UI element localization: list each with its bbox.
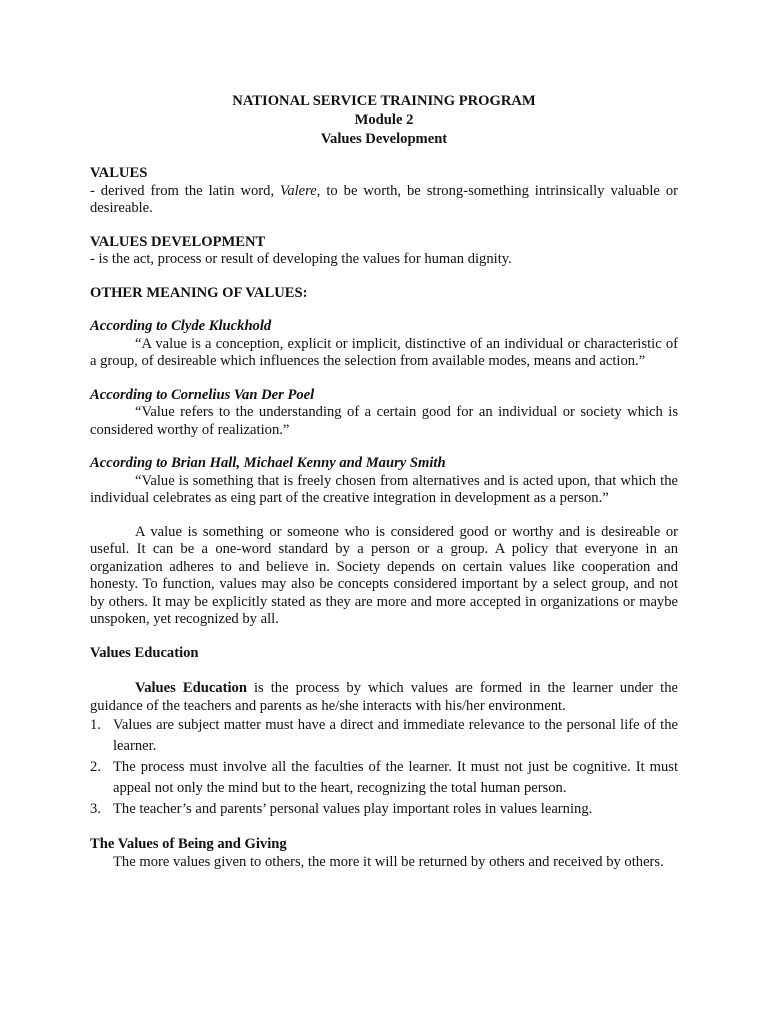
document-page [90, 92, 678, 887]
other-meaning-section [90, 285, 678, 303]
program-title: NATIONAL SERVICE TRAINING PROGRAM [232, 93, 536, 109]
being-and-giving-text: The more values given to others, the more it will be returned by others and received by others. [113, 853, 664, 870]
being-and-giving-section [90, 836, 678, 871]
values-education-list [90, 715, 678, 820]
values-education-definition [90, 680, 678, 715]
module-number: Module 2 [354, 112, 414, 128]
kluckhold-heading: According to Clyde Kluckhold [90, 318, 272, 334]
hall-kenny-smith-heading: According to Brian Hall, Michael Kenny and Maury Smith [90, 455, 446, 471]
kluckhold-quote: “A value is a conception, explicit or implicit, distinctive of an individual or characteristic of a group, of desireable which influences the selection from available modes, means and action.” [90, 335, 678, 369]
van-der-poel-section [90, 387, 678, 440]
document-title-block [90, 92, 678, 149]
list-item [90, 757, 678, 799]
list-item [90, 715, 678, 757]
module-title: Values Development [320, 131, 448, 147]
being-and-giving-heading: The Values of Being and Giving [90, 836, 287, 852]
general-paragraph: A value is something or someone who is considered good or worthy and is desireable or useful. It can be a one-word standard by a person or a group. A policy that everyone in an organization adheres to and believe in. Society depends on certain values like cooperation and honesty. To function, values may also be concepts considered important by a select group, and not by others. It may be explicitly stated as they are more and more accepted in organizations or maybe unspoken, yet recognized by all. [90, 523, 678, 627]
van-der-poel-quote: “Value refers to the understanding of a certain good for an individual or society which is considered worthy of realization.” [90, 404, 678, 438]
values-development-heading: VALUES DEVELOPMENT [90, 233, 266, 250]
general-paragraph-section [90, 524, 678, 629]
values-education-heading-block [90, 645, 678, 663]
values-education-definition-text: is the process by which values are formed in the learner under the guidance of the teachers and parents as he/she interacts with his/her environment. [90, 680, 678, 714]
values-education-section [90, 680, 678, 820]
latin-word: Valere [280, 182, 317, 199]
van-der-poel-heading: According to Cornelius Van Der Poel [90, 386, 315, 403]
hall-kenny-smith-section [90, 455, 678, 508]
values-development-definition: - is the act, process or result of developing the values for human dignity. [90, 251, 512, 267]
list-item-text: The teacher’s and parents’ personal values play important roles in values learning. [113, 801, 593, 817]
list-item-text: The process must involve all the faculties of the learner. It must not just be cognitive. It must appeal not only the mind but to the heart, recognizing the total human person. [113, 759, 678, 796]
values-definition-pre: - derived from the latin word, [90, 182, 281, 199]
other-meaning-heading: OTHER MEANING OF VALUES: [90, 284, 308, 301]
values-definition-post: , to be worth, be strong-something intrinsically valuable or desireable. [90, 182, 678, 216]
values-development-section [90, 234, 678, 269]
values-education-term: Values Education [135, 680, 247, 696]
list-item-number: 2. [90, 759, 101, 775]
list-item-number: 1. [90, 717, 101, 733]
kluckhold-section [90, 318, 678, 371]
list-item-number: 3. [90, 801, 101, 817]
values-section [90, 165, 678, 218]
list-item [90, 799, 678, 820]
hall-kenny-smith-quote: “Value is something that is freely chosen from alternatives and is acted upon, that which the individual celebrates as eing part of the creative integration in development as a person.” [90, 472, 678, 506]
values-definition [90, 183, 678, 218]
list-item-text: Values are subject matter must have a direct and immediate relevance to the personal life of the learner. [113, 717, 678, 754]
values-education-heading: Values Education [90, 644, 199, 661]
values-heading: VALUES [90, 165, 148, 181]
